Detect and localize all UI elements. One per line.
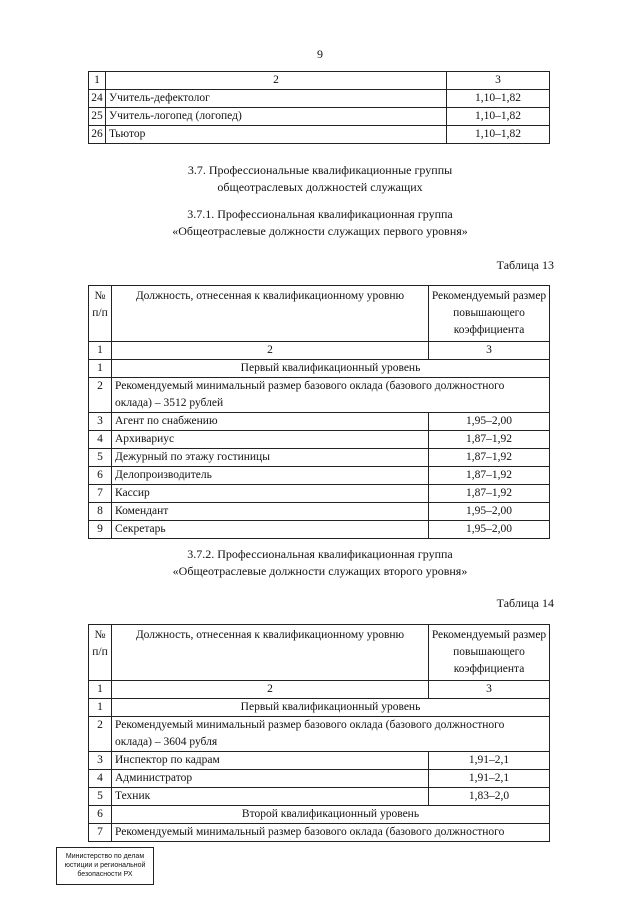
coefficient: 1,83–2,0	[429, 788, 550, 806]
position-name: Учитель-логопед (логопед)	[106, 108, 447, 126]
table-row	[89, 752, 550, 770]
coefficient: 1,95–2,00	[429, 521, 550, 539]
header-text: п/п	[92, 646, 108, 658]
row-number: 2	[89, 378, 112, 413]
position-name: Инспектор по кадрам	[112, 752, 429, 770]
coefficient: 1,10–1,82	[447, 126, 550, 144]
row-number: 6	[89, 467, 112, 485]
header-text: коэффициента	[453, 663, 525, 675]
table-row	[89, 449, 550, 467]
subsection-heading	[0, 206, 640, 240]
table-13	[88, 285, 550, 539]
coefficient: 1,87–1,92	[429, 485, 550, 503]
index-row	[89, 681, 550, 699]
row-number: 5	[89, 788, 112, 806]
header-text: Рекомендуемый размер	[431, 629, 547, 641]
row-number: 9	[89, 521, 112, 539]
coefficient: 1,87–1,92	[429, 431, 550, 449]
coefficient: 1,87–1,92	[429, 449, 550, 467]
text-line: оклада) – 3512 рублей	[115, 397, 224, 409]
level-title: Первый квалификационный уровень	[112, 699, 550, 717]
text-line: оклада) – 3604 рубля	[115, 736, 218, 748]
row-number: 5	[89, 449, 112, 467]
base-salary-row	[89, 717, 550, 752]
section-heading	[0, 162, 640, 196]
position-name: Дежурный по этажу гостиницы	[112, 449, 429, 467]
text-line: Рекомендуемый минимальный размер базового оклада (базового должностного	[115, 380, 505, 392]
heading-line: 3.7.2. Профессиональная квалификационная группа	[187, 547, 453, 561]
level-title: Первый квалификационный уровень	[112, 360, 550, 378]
table-header-row	[89, 286, 550, 342]
base-salary-text: Рекомендуемый минимальный размер базового оклада (базового должностного	[112, 824, 550, 842]
header-text: п/п	[92, 307, 108, 319]
col-index: 2	[112, 681, 429, 699]
level-row	[89, 806, 550, 824]
stamp-line: юстиции и региональной	[64, 862, 146, 869]
base-salary-text	[112, 717, 550, 752]
col-index: 1	[89, 342, 112, 360]
col-index: 1	[89, 72, 106, 90]
index-row	[89, 342, 550, 360]
coefficient: 1,10–1,82	[447, 90, 550, 108]
row-number: 8	[89, 503, 112, 521]
position-name: Тьютор	[106, 126, 447, 144]
position-name: Агент по снабжению	[112, 413, 429, 431]
row-number: 2	[89, 717, 112, 752]
row-number: 7	[89, 485, 112, 503]
table-row	[89, 485, 550, 503]
base-salary-row	[89, 378, 550, 413]
col-index: 1	[89, 681, 112, 699]
level-row	[89, 360, 550, 378]
position-name: Архивариус	[112, 431, 429, 449]
header-text: №	[94, 629, 106, 641]
header-position: Должность, отнесенная к квалификационному уровню	[112, 625, 429, 681]
table-row	[89, 90, 550, 108]
position-name: Администратор	[112, 770, 429, 788]
base-salary-text	[112, 378, 550, 413]
position-name: Кассир	[112, 485, 429, 503]
table-row	[89, 126, 550, 144]
header-text: Рекомендуемый размер	[431, 290, 547, 302]
table-caption: Таблица 13	[496, 258, 554, 272]
col-index: 3	[429, 342, 550, 360]
header-num	[89, 286, 112, 342]
heading-line: «Общеотраслевые должности служащих второго уровня»	[172, 564, 468, 578]
table-caption: Таблица 14	[496, 596, 554, 610]
continuation-table	[88, 71, 550, 144]
coefficient: 1,95–2,00	[429, 503, 550, 521]
row-number: 4	[89, 770, 112, 788]
col-index: 2	[106, 72, 447, 90]
position-name: Комендант	[112, 503, 429, 521]
heading-line: 3.7. Профессиональные квалификационные группы	[187, 163, 453, 177]
row-number: 24	[89, 90, 106, 108]
table-row	[89, 770, 550, 788]
level-row	[89, 699, 550, 717]
col-index: 3	[429, 681, 550, 699]
table-row	[89, 503, 550, 521]
table-header-row	[89, 625, 550, 681]
header-coefficient	[429, 286, 550, 342]
row-number: 6	[89, 806, 112, 824]
coefficient: 1,91–2,1	[429, 752, 550, 770]
text-line: Рекомендуемый минимальный размер базового оклада (базового должностного	[115, 719, 505, 731]
table-row	[89, 467, 550, 485]
col-index: 2	[112, 342, 429, 360]
header-text: №	[94, 290, 106, 302]
level-title: Второй квалификационный уровень	[112, 806, 550, 824]
row-number: 3	[89, 413, 112, 431]
table-row	[89, 788, 550, 806]
table-row	[89, 521, 550, 539]
page-number: 9	[317, 47, 323, 61]
heading-line: общеотраслевых должностей служащих	[217, 180, 423, 194]
row-number: 3	[89, 752, 112, 770]
row-number: 4	[89, 431, 112, 449]
header-text: коэффициента	[453, 324, 525, 336]
coefficient: 1,91–2,1	[429, 770, 550, 788]
table-header-row	[89, 72, 550, 90]
col-index: 3	[447, 72, 550, 90]
position-name: Секретарь	[112, 521, 429, 539]
row-number: 1	[89, 360, 112, 378]
position-name: Учитель-дефектолог	[106, 90, 447, 108]
header-num	[89, 625, 112, 681]
table-row	[89, 413, 550, 431]
position-name: Делопроизводитель	[112, 467, 429, 485]
stamp-line: безопасности РХ	[77, 871, 133, 878]
row-number: 1	[89, 699, 112, 717]
heading-line: «Общеотраслевые должности служащих первого уровня»	[172, 224, 468, 238]
row-number: 25	[89, 108, 106, 126]
table-row	[89, 108, 550, 126]
coefficient: 1,87–1,92	[429, 467, 550, 485]
stamp-line: Министерство по делам	[65, 853, 145, 860]
row-number: 26	[89, 126, 106, 144]
coefficient: 1,95–2,00	[429, 413, 550, 431]
header-text: повышающего	[453, 307, 525, 319]
header-position: Должность, отнесенная к квалификационному уровню	[112, 286, 429, 342]
table-row	[89, 431, 550, 449]
row-number: 7	[89, 824, 112, 842]
position-name: Техник	[112, 788, 429, 806]
subsection-heading	[0, 546, 640, 580]
header-text: повышающего	[453, 646, 525, 658]
heading-line: 3.7.1. Профессиональная квалификационная группа	[187, 207, 453, 221]
header-coefficient	[429, 625, 550, 681]
coefficient: 1,10–1,82	[447, 108, 550, 126]
base-salary-row	[89, 824, 550, 842]
ministry-stamp	[56, 847, 154, 885]
table-14	[88, 624, 550, 842]
